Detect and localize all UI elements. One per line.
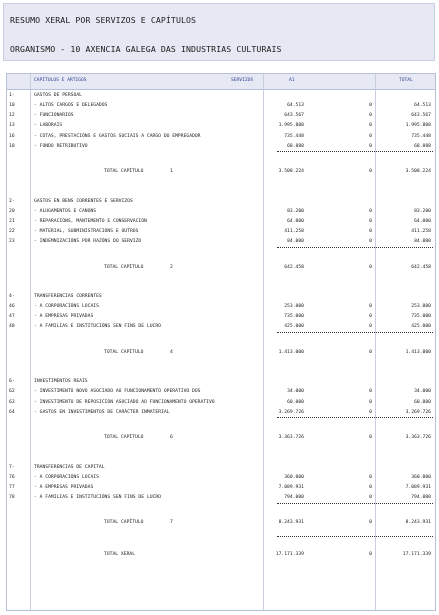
- total-separator: [277, 332, 433, 333]
- a1-value: 64.513: [287, 103, 304, 109]
- services-value: 0: [369, 103, 372, 109]
- col-services: SERVIZOS: [231, 78, 254, 83]
- chapter-total-row: [7, 168, 435, 176]
- table-row: [7, 228, 435, 236]
- chapter-total-value: 3.363.726: [405, 435, 431, 441]
- table-row: [7, 313, 435, 321]
- chapter-total-a1: 3.508.224: [278, 169, 304, 175]
- chapter-total-row: [7, 264, 435, 272]
- a1-value: 1.995.808: [278, 123, 304, 129]
- chapter-total-number: 1: [170, 169, 173, 175]
- col-divider: [263, 74, 264, 610]
- total-value: 735.000: [411, 314, 431, 320]
- article-code: 10: [9, 103, 15, 109]
- article-desc: - ALUGAMENTOS E CANONS: [34, 208, 97, 214]
- chapter-total-number: 7: [170, 520, 173, 526]
- article-code: 20: [9, 208, 15, 214]
- article-desc: - LABORAIS: [34, 123, 63, 129]
- article-desc: - ALTOS CARGOS E DELEGADOS: [34, 103, 108, 109]
- article-code: 21: [9, 218, 15, 224]
- total-value: 60.000: [414, 399, 431, 405]
- article-code: 18: [9, 143, 15, 149]
- article-desc: - INDEMNIZACIÓNS POR RAZÓNS DO SERVIZO: [34, 239, 142, 245]
- a1-value: 83.200: [287, 208, 304, 214]
- chapter-total-label: TOTAL CAPÍTULO: [104, 264, 144, 270]
- total-separator: [277, 151, 433, 152]
- a1-value: 253.000: [284, 304, 304, 310]
- chapter-code: 7-: [9, 464, 15, 470]
- article-desc: - COTAS, PRESTACIÓNS E GASTOS SOCIAIS A CARGO DO EMPREGADOR: [34, 133, 201, 139]
- summary-table: [6, 73, 436, 611]
- article-desc: - A CORPORACIÓNS LOCAIS: [34, 304, 99, 310]
- article-desc: - GASTOS EN INVESTIMENTOS DE CARÁCTER INMATERIAL: [34, 409, 170, 415]
- report-title: RESUMO XERAL POR SERVIZOS E CAPÍTULOS: [10, 15, 197, 25]
- services-value: 0: [369, 474, 372, 480]
- article-desc: - FONDO RETRIBUTIVO: [34, 143, 88, 149]
- services-value: 0: [369, 218, 372, 224]
- table-row: [7, 133, 435, 141]
- article-desc: - A FAMILIAS E INSTITUCIÓNS SEN FINS DE LUCRO: [34, 324, 161, 330]
- col-total: TOTAL: [399, 78, 413, 83]
- article-code: 62: [9, 389, 15, 395]
- a1-value: 425.000: [284, 324, 304, 330]
- a1-value: 411.258: [284, 229, 304, 234]
- a1-value: 68.888: [287, 143, 304, 149]
- organism-title: ORGANISMO - 10 AXENCIA GALEGA DAS INDUSTRIAS CULTURAIS: [10, 44, 282, 54]
- services-value: 0: [369, 494, 372, 500]
- services-value: 0: [369, 239, 372, 245]
- table-row: [7, 102, 435, 110]
- services-value: 0: [369, 314, 372, 320]
- chapter-total-number: 4: [170, 349, 173, 355]
- article-code: 16: [9, 133, 15, 139]
- grand-total-row: [7, 551, 435, 559]
- table-row: [7, 208, 435, 216]
- services-value: 0: [369, 113, 372, 119]
- chapter-name: GASTOS DE PERSOAL: [34, 93, 82, 98]
- article-code: 47: [9, 314, 15, 320]
- total-separator: [277, 503, 433, 504]
- chapter-total-a1: 642.458: [284, 264, 304, 270]
- chapter-total-label: TOTAL CAPÍTULO: [104, 435, 144, 441]
- article-desc: - INVESTIMENTO DE REPOSICIÓN ASOCIADO AO FUNCIONAMENTO OPERATIVO: [34, 399, 215, 405]
- chapter-code: 2-: [9, 198, 15, 204]
- table-row: [7, 484, 435, 492]
- article-code: 76: [9, 474, 15, 480]
- chapter-heading: [7, 198, 435, 206]
- table-row: [7, 399, 435, 407]
- total-value: 64.000: [414, 218, 431, 224]
- table-header: [7, 74, 435, 90]
- services-value: 0: [369, 133, 372, 139]
- chapter-total-value: 642.458: [411, 264, 431, 270]
- chapter-total-services: 0: [369, 264, 372, 270]
- total-value: 64.513: [414, 103, 431, 109]
- chapter-total-row: [7, 349, 435, 357]
- table-row: [7, 238, 435, 246]
- article-code: 77: [9, 484, 15, 490]
- article-code: 64: [9, 409, 15, 415]
- total-value: 83.200: [414, 208, 431, 214]
- services-value: 0: [369, 484, 372, 490]
- a1-value: 84.000: [287, 239, 304, 245]
- total-value: 411.258: [411, 229, 431, 234]
- chapter-total-services: 0: [369, 169, 372, 175]
- total-value: 7.089.931: [405, 484, 431, 490]
- chapter-total-value: 1.413.000: [405, 349, 431, 355]
- total-value: 34.000: [414, 389, 431, 395]
- col-chapters: CAPÍTULOS E ARTIGOS: [34, 78, 87, 83]
- chapter-total-label: TOTAL CAPÍTULO: [104, 520, 144, 526]
- grand-total-services: 0: [369, 551, 372, 557]
- chapter-total-services: 0: [369, 349, 372, 355]
- services-value: 0: [369, 324, 372, 330]
- chapter-total-number: 6: [170, 435, 173, 441]
- services-value: 0: [369, 409, 372, 415]
- a1-value: 735.000: [284, 314, 304, 320]
- total-value: 3.269.726: [405, 409, 431, 415]
- col-divider: [375, 74, 376, 610]
- chapter-heading: [7, 92, 435, 100]
- total-value: 735.448: [411, 133, 431, 139]
- article-desc: - A CORPORACIÓNS LOCAIS: [34, 474, 99, 480]
- total-value: 1.995.808: [405, 123, 431, 129]
- a1-value: 794.000: [284, 494, 304, 500]
- chapter-name: GASTOS EN BENS CORRENTES E SERVIZOS: [34, 198, 133, 204]
- chapter-name: INVESTIMENTOS REAIS: [34, 379, 88, 385]
- chapter-heading: [7, 293, 435, 301]
- article-desc: - REPARACIÓNS, MANTEMENTO E CONSERVACIÓN: [34, 218, 147, 224]
- table-row: [7, 122, 435, 130]
- table-row: [7, 474, 435, 482]
- table-row: [7, 323, 435, 331]
- table-row: [7, 388, 435, 396]
- report-header: [3, 3, 435, 61]
- a1-value: 7.089.931: [278, 484, 304, 490]
- total-separator: [277, 247, 433, 248]
- table-row: [7, 303, 435, 311]
- chapter-total-services: 0: [369, 520, 372, 526]
- article-code: 23: [9, 239, 15, 245]
- services-value: 0: [369, 229, 372, 234]
- chapter-total-row: [7, 519, 435, 527]
- chapter-name: TRANSFERENCIAS DE CAPITAL: [34, 464, 105, 470]
- chapter-total-number: 2: [170, 264, 173, 270]
- total-value: 68.888: [414, 143, 431, 149]
- total-value: 425.000: [411, 324, 431, 330]
- services-value: 0: [369, 304, 372, 310]
- chapter-total-services: 0: [369, 435, 372, 441]
- article-desc: - FUNCIONARIOS: [34, 113, 74, 119]
- article-desc: - A EMPRESAS PRIVADAS: [34, 484, 94, 490]
- chapter-total-label: TOTAL CAPÍTULO: [104, 169, 144, 175]
- article-code: 63: [9, 399, 15, 405]
- grand-total-value: 17.171.339: [402, 551, 431, 557]
- chapter-total-value: 3.508.224: [405, 169, 431, 175]
- chapter-name: TRANSFERENCIAS CORRENTES: [34, 294, 102, 299]
- table-row: [7, 112, 435, 120]
- col-a1: A1: [289, 78, 295, 83]
- article-desc: - A EMPRESAS PRIVADAS: [34, 314, 94, 320]
- article-desc: - INVESTIMENTO NOVO ASOCIADO AO FUNCIONAMENTO OPERATIVO DOS: [34, 389, 201, 395]
- table-row: [7, 409, 435, 417]
- chapter-heading: [7, 464, 435, 472]
- table-row: [7, 218, 435, 226]
- chapter-total-row: [7, 434, 435, 442]
- col-divider: [30, 74, 31, 610]
- services-value: 0: [369, 143, 372, 149]
- chapter-total-a1: 3.363.726: [278, 435, 304, 441]
- chapter-total-a1: 8.243.931: [278, 520, 304, 526]
- chapter-total-value: 8.243.931: [405, 520, 431, 526]
- article-code: 13: [9, 123, 15, 129]
- a1-value: 735.448: [284, 133, 304, 139]
- chapter-total-label: TOTAL CAPÍTULO: [104, 349, 144, 355]
- services-value: 0: [369, 389, 372, 395]
- a1-value: 643.567: [284, 113, 304, 119]
- total-value: 360.000: [411, 474, 431, 480]
- services-value: 0: [369, 123, 372, 129]
- chapter-code: 6-: [9, 379, 15, 385]
- total-value: 253.000: [411, 304, 431, 310]
- services-value: 0: [369, 208, 372, 214]
- article-desc: - MATERIAL, SUBMINISTRACIÓNS E OUTROS: [34, 229, 139, 234]
- article-code: 78: [9, 494, 15, 500]
- article-code: 48: [9, 324, 15, 330]
- total-separator: [277, 417, 433, 418]
- total-value: 643.567: [411, 113, 431, 119]
- total-value: 794.000: [411, 494, 431, 500]
- article-code: 22: [9, 229, 15, 234]
- a1-value: 60.000: [287, 399, 304, 405]
- table-row: [7, 494, 435, 502]
- chapter-code: 1-: [9, 93, 15, 98]
- a1-value: 3.269.726: [278, 409, 304, 415]
- total-value: 84.000: [414, 239, 431, 245]
- a1-value: 360.000: [284, 474, 304, 480]
- services-value: 0: [369, 399, 372, 405]
- article-desc: - A FAMILIAS E INSTITUCIÓNS SEN FINS DE LUCRO: [34, 494, 161, 500]
- total-separator: [277, 536, 433, 537]
- a1-value: 34.000: [287, 389, 304, 395]
- table-row: [7, 143, 435, 151]
- article-code: 46: [9, 304, 15, 310]
- chapter-total-a1: 1.413.000: [278, 349, 304, 355]
- grand-total-label: TOTAL XERAL: [104, 551, 136, 557]
- chapter-heading: [7, 378, 435, 386]
- chapter-code: 4-: [9, 294, 15, 299]
- grand-total-a1: 17.171.339: [275, 551, 304, 557]
- article-code: 12: [9, 113, 15, 119]
- a1-value: 64.000: [287, 218, 304, 224]
